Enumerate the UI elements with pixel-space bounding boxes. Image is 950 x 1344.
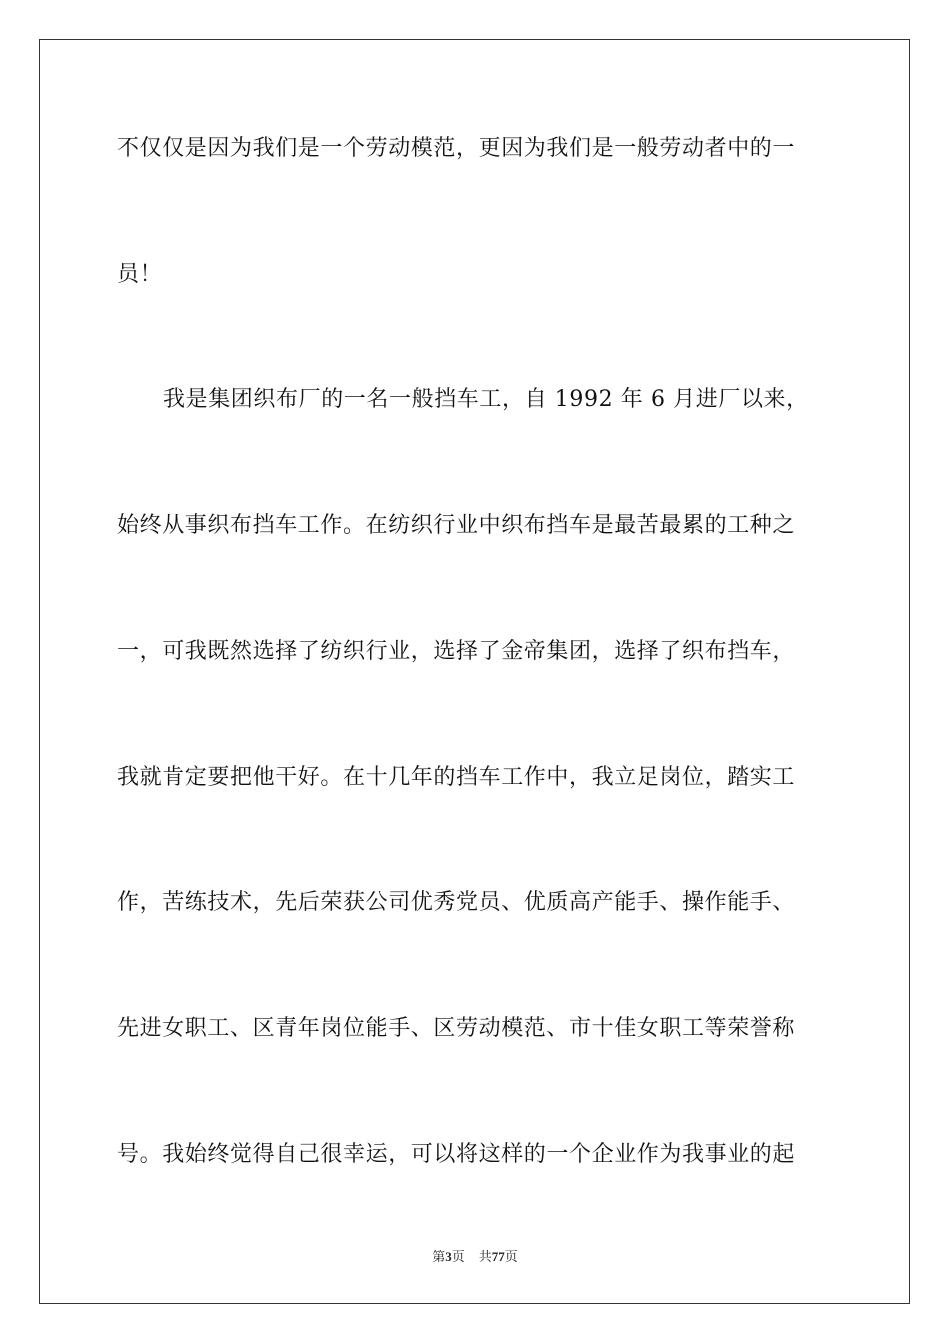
text-line-7: 作，苦练技术，先后荣获公司优秀党员、优质高产能手、操作能手、	[117, 890, 796, 915]
page-suffix: 页	[451, 1249, 465, 1264]
text-line-5: 一，可我既然选择了纺织行业，选择了金帝集团，选择了织布挡车，	[117, 639, 796, 664]
page-prefix: 第	[432, 1249, 446, 1264]
text-line-2: 员！	[117, 262, 163, 287]
page-footer	[0, 1248, 950, 1266]
text-line-8: 先进女职工、区青年岗位能手、区劳动模范、市十佳女职工等荣誉称	[117, 1016, 796, 1041]
page-border	[39, 39, 910, 1304]
page-number: 3	[445, 1249, 452, 1264]
text-line-6: 我就肯定要把他干好。在十几年的挡车工作中，我立足岗位，踏实工	[117, 765, 796, 790]
text-line-3: 我是集团织布厂的一名一般挡车工，自 1992 年 6 月进厂以来，	[163, 387, 809, 412]
total-pages: 77	[491, 1249, 505, 1264]
text-line-1: 不仅仅是因为我们是一个劳动模范，更因为我们是一般劳动者中的一	[117, 136, 796, 161]
text-line-9: 号。我始终觉得自己很幸运，可以将这样的一个企业作为我事业的起	[117, 1142, 796, 1167]
total-prefix: 共	[478, 1249, 492, 1264]
text-line-4: 始终从事织布挡车工作。在纺织行业中织布挡车是最苦最累的工种之	[117, 513, 796, 538]
total-suffix: 页	[504, 1249, 518, 1264]
